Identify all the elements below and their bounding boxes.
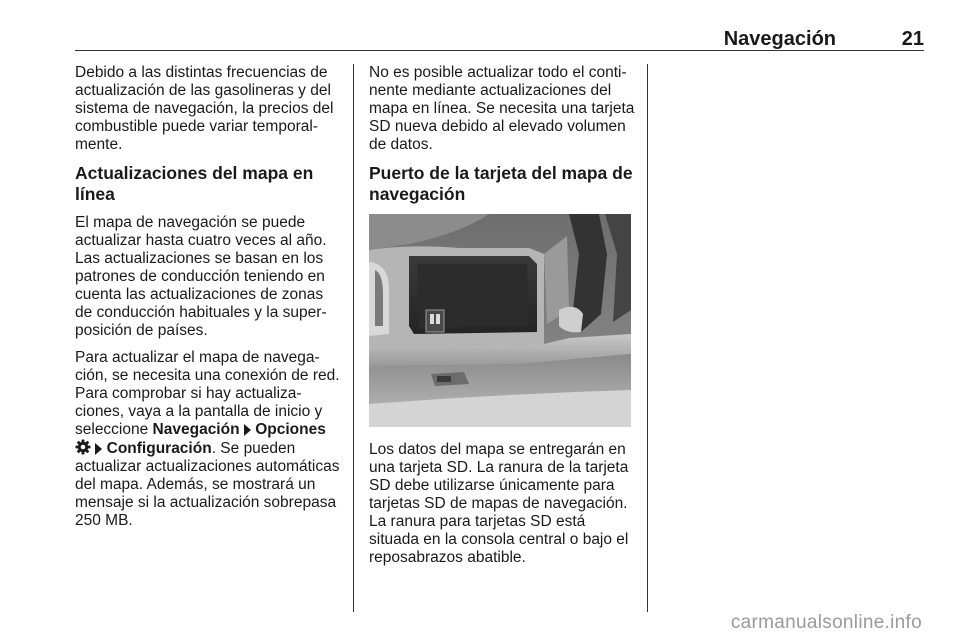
column-middle <box>369 64 635 576</box>
paragraph-fuel-prices: Debido a las distintas frecuencias de actualización de las gasolineras y del sistema de navegación, la precios del combustible puede variar temporalmente. <box>75 64 334 153</box>
gear-icon <box>75 439 91 455</box>
page-number: 21 <box>901 28 924 50</box>
menu-navegacion: Navegación <box>152 421 240 438</box>
paragraph-sd-card-slot: Los datos del mapa se entregarán en una tarjeta SD. La ranura de la tarjeta SD debe utilizarse únicamente para tarjetas SD de mapas de navegación. La ranura para tarjetas SD está situada en la consola central o bajo el reposabrazos abatible. <box>369 441 629 566</box>
header-rule <box>75 50 924 51</box>
paragraph-update-procedure <box>75 349 341 530</box>
paragraph-continent-update: No es posible actualizar todo el continente mediante actualizaciones del mapa en línea. Se necesita una tarjeta SD nueva debido al elevado volumen de datos. <box>369 64 635 153</box>
menu-configuracion: Configuración <box>106 440 212 457</box>
right-triangle-arrow-icon <box>95 443 102 455</box>
watermark: carmanualsonline.info <box>730 612 922 633</box>
procedure-text-b: . Se pueden actualizar actualizaciones automáticas del mapa. Además, se mostrará un mensaje si la actualización sobrepasa 250 MB. <box>75 440 340 529</box>
column-left <box>75 64 341 539</box>
heading-sd-card-port: Puerto de la tarjeta del mapa de navegación <box>369 163 633 204</box>
procedure-text-a: Para actualizar el mapa de navegación, se necesita una conexión de red. Para comprobar si hay actualizaciones, vaya a la pantalla de inicio y seleccione <box>75 349 340 438</box>
heading-online-map-updates: Actualizaciones del mapa en línea <box>75 163 314 204</box>
page-header <box>75 22 924 50</box>
chapter-title: Navegación <box>723 28 836 50</box>
center-console-sd-slot-photo <box>369 214 631 427</box>
right-triangle-arrow-icon <box>244 424 251 436</box>
menu-opciones: Opciones <box>255 421 326 438</box>
column-divider-2 <box>647 64 648 612</box>
paragraph-update-frequency: El mapa de navegación se puede actualizar hasta cuatro veces al año. Las actualizaciones se basan en los patrones de conducción teniendo en cuenta las actualizaciones de zonas de conducción habituales y la superposición de países. <box>75 214 327 339</box>
column-divider-1 <box>353 64 354 612</box>
